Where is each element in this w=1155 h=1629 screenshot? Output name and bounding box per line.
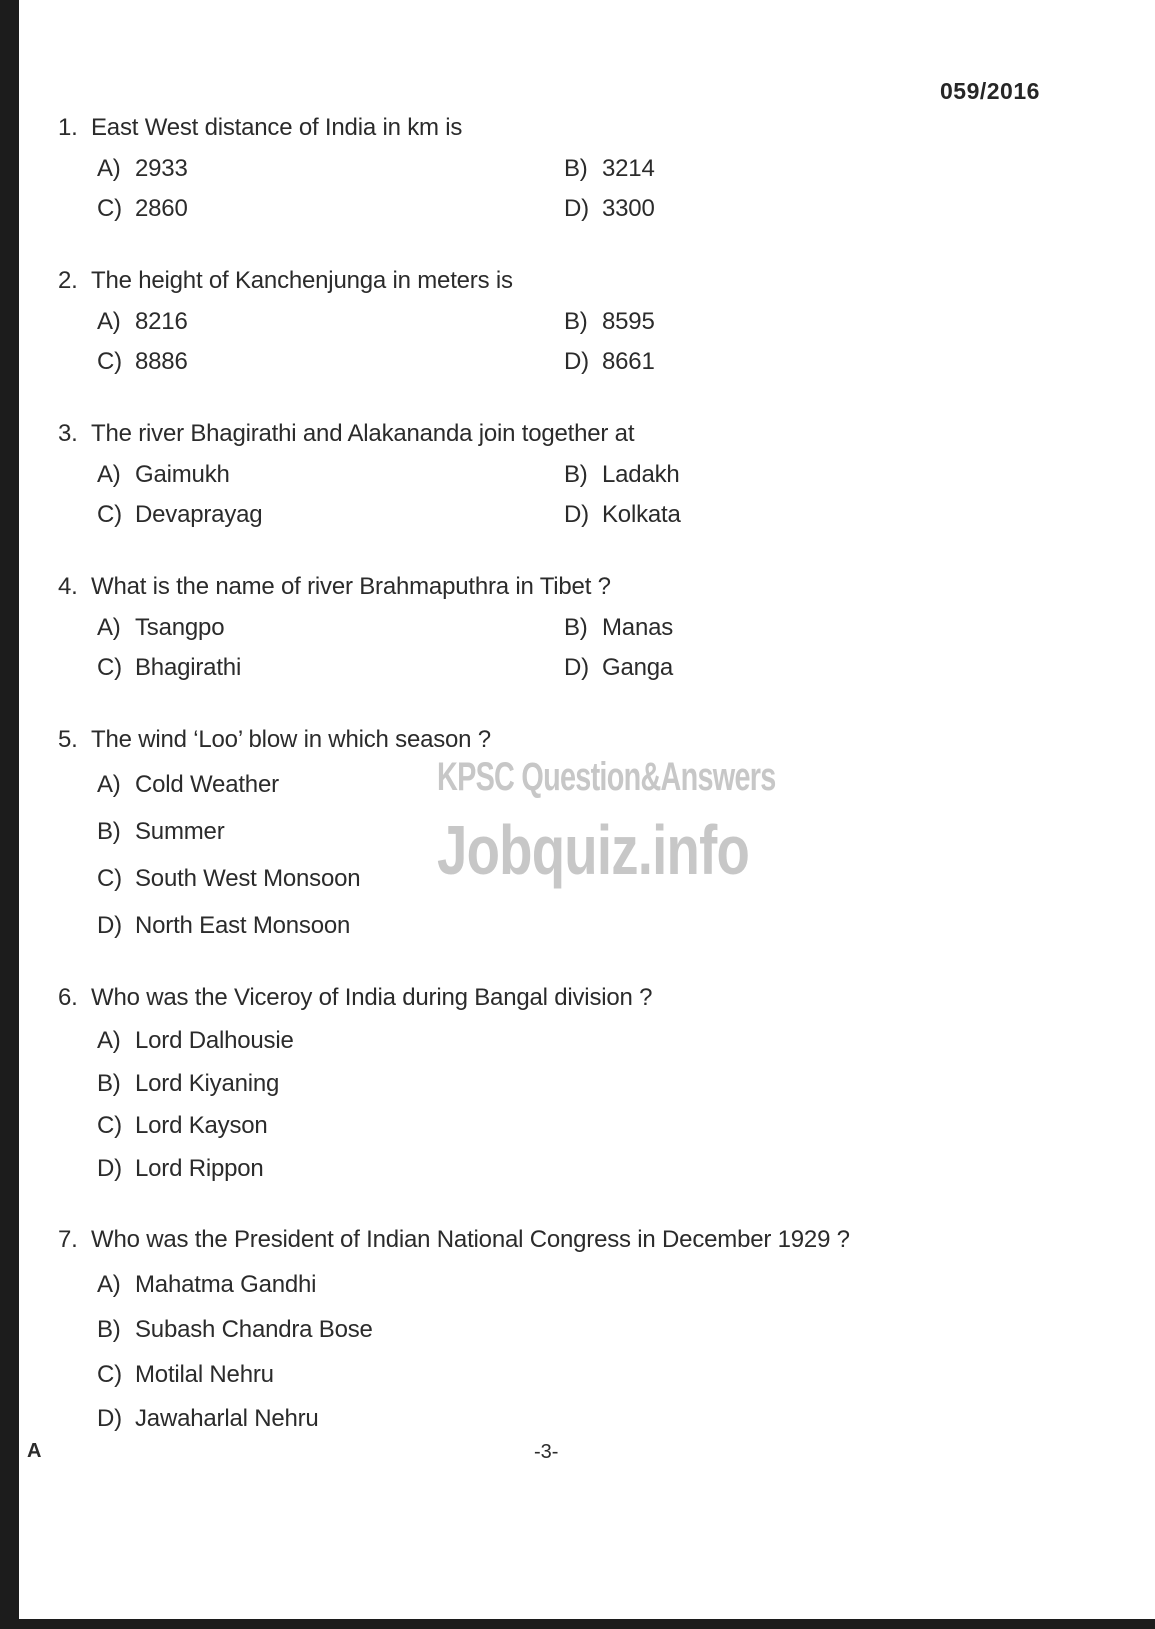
watermark-line-1: KPSC Question&Answers [437, 755, 776, 799]
option-letter: A) [97, 461, 121, 488]
option-letter: C) [97, 501, 122, 528]
option-text: Ganga [602, 654, 674, 681]
option-1c [97, 195, 188, 223]
question-6 [58, 984, 652, 1012]
option-letter: A) [97, 308, 121, 335]
option-text: Cold Weather [135, 771, 279, 798]
option-letter: C) [97, 195, 122, 222]
option-text: South West Monsoon [135, 865, 361, 892]
option-letter: A) [97, 155, 121, 182]
option-3b [564, 461, 680, 489]
option-text: Motilal Nehru [135, 1361, 274, 1388]
option-letter: C) [97, 865, 122, 892]
option-letter: A) [97, 1271, 121, 1298]
option-text: Lord Kiyaning [135, 1070, 280, 1097]
option-6d [97, 1155, 264, 1183]
option-1a [97, 155, 188, 183]
option-text: Jawaharlal Nehru [135, 1405, 319, 1432]
option-text: Bhagirathi [135, 654, 242, 681]
option-5c [97, 865, 360, 893]
option-letter: C) [97, 348, 122, 375]
option-text: 2933 [135, 155, 188, 182]
option-text: Tsangpo [135, 614, 225, 641]
page-number: -3- [534, 1441, 559, 1463]
option-5a [97, 771, 279, 799]
question-1 [58, 114, 462, 142]
option-text: Ladakh [602, 461, 680, 488]
option-5d [97, 912, 350, 940]
question-text: The height of Kanchenjunga in meters is [91, 267, 513, 294]
question-text: Who was the Viceroy of India during Bangal division ? [91, 984, 653, 1011]
question-number: 1. [58, 114, 78, 141]
option-letter: B) [564, 308, 588, 335]
option-text: North East Monsoon [135, 912, 351, 939]
question-number: 3. [58, 420, 78, 447]
question-4 [58, 573, 611, 601]
option-2a [97, 308, 188, 336]
option-3d [564, 501, 681, 529]
option-text: 8886 [135, 348, 188, 375]
question-5 [58, 726, 491, 754]
option-2b [564, 308, 655, 336]
question-2 [58, 267, 513, 295]
option-text: Summer [135, 818, 225, 845]
option-letter: B) [564, 461, 588, 488]
question-number: 5. [58, 726, 78, 753]
option-letter: B) [97, 1070, 121, 1097]
option-text: 8216 [135, 308, 188, 335]
option-text: Lord Kayson [135, 1112, 268, 1139]
option-letter: D) [97, 912, 122, 939]
paper-code: 059/2016 [940, 78, 1040, 104]
option-letter: A) [97, 1027, 121, 1054]
option-text: 3300 [602, 195, 655, 222]
option-letter: B) [97, 818, 121, 845]
option-text: Subash Chandra Bose [135, 1316, 373, 1343]
option-letter: A) [97, 771, 121, 798]
question-number: 6. [58, 984, 78, 1011]
question-7 [58, 1226, 850, 1254]
question-text: What is the name of river Brahmaputhra in Tibet ? [91, 573, 611, 600]
option-letter: D) [564, 195, 589, 222]
question-3 [58, 420, 634, 448]
option-2c [97, 348, 188, 376]
option-letter: B) [564, 155, 588, 182]
option-letter: D) [97, 1155, 122, 1182]
option-7a [97, 1271, 316, 1299]
option-letter: D) [97, 1405, 122, 1432]
option-7d [97, 1405, 319, 1433]
scan-edge-left [0, 0, 19, 1629]
option-letter: B) [97, 1316, 121, 1343]
option-4a [97, 614, 224, 642]
question-text: The wind ‘Loo’ blow in which season ? [91, 726, 491, 753]
option-3a [97, 461, 230, 489]
option-letter: C) [97, 1112, 122, 1139]
option-2d [564, 348, 655, 376]
option-1b [564, 155, 655, 183]
watermark-line-2: Jobquiz.info [437, 811, 750, 889]
option-4c [97, 654, 241, 682]
option-letter: C) [97, 1361, 122, 1388]
option-text: Mahatma Gandhi [135, 1271, 317, 1298]
option-text: 8595 [602, 308, 655, 335]
scan-edge-bottom [0, 1619, 1155, 1629]
option-6a [97, 1027, 294, 1055]
option-letter: B) [564, 614, 588, 641]
option-1d [564, 195, 655, 223]
option-text: 2860 [135, 195, 188, 222]
option-text: Gaimukh [135, 461, 230, 488]
option-text: Kolkata [602, 501, 681, 528]
option-7c [97, 1361, 274, 1389]
question-text: Who was the President of Indian National Congress in December 1929 ? [91, 1226, 850, 1253]
option-text: Manas [602, 614, 674, 641]
option-7b [97, 1316, 373, 1344]
option-3c [97, 501, 262, 529]
question-set-label: A [27, 1440, 42, 1462]
question-number: 2. [58, 267, 78, 294]
option-4b [564, 614, 673, 642]
question-text: The river Bhagirathi and Alakananda join together at [91, 420, 635, 447]
option-6c [97, 1112, 268, 1140]
option-text: Devaprayag [135, 501, 263, 528]
option-letter: A) [97, 614, 121, 641]
option-text: Lord Rippon [135, 1155, 264, 1182]
question-text: East West distance of India in km is [91, 114, 463, 141]
option-letter: D) [564, 348, 589, 375]
option-6b [97, 1070, 279, 1098]
option-text: 8661 [602, 348, 655, 375]
option-4d [564, 654, 673, 682]
option-text: Lord Dalhousie [135, 1027, 294, 1054]
option-text: 3214 [602, 155, 655, 182]
question-number: 7. [58, 1226, 78, 1253]
question-number: 4. [58, 573, 78, 600]
option-letter: C) [97, 654, 122, 681]
option-letter: D) [564, 654, 589, 681]
option-letter: D) [564, 501, 589, 528]
option-5b [97, 818, 224, 846]
